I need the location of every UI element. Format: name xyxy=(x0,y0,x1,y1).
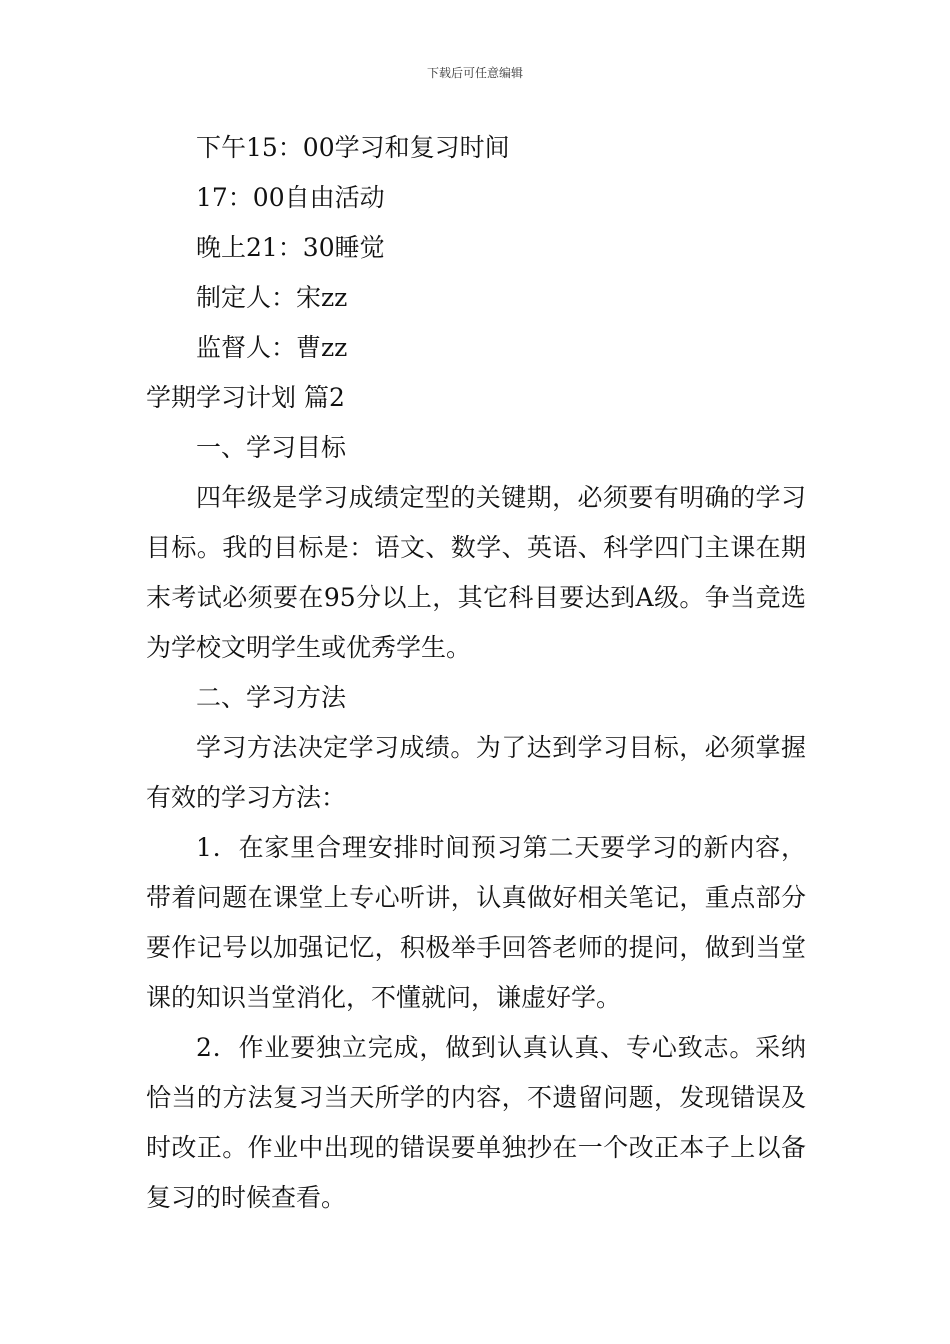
paragraph-method-2: 2．作业要独立完成，做到认真认真、专心致志。采纳恰当的方法复习当天所学的内容，不遗留问题，发现错误及时改正。作业中出现的错误要单独抄在一个改正本子上以备复习的时候查看。 xyxy=(146,1033,806,1212)
heading-study-goals: 一、学习目标 xyxy=(196,433,347,462)
paragraph-methods-intro: 学习方法决定学习成绩。为了达到学习目标，必须掌握有效的学习方法： xyxy=(146,733,806,812)
paragraph-method-1: 1．在家里合理安排时间预习第二天要学习的新内容，带着问题在课堂上专心听讲，认真做好相关笔记，重点部分要作记号以加强记忆，积极举手回答老师的提问，做到当堂课的知识当堂消化，不懂就问，谦虚好学。 xyxy=(146,833,806,1012)
paragraph-study-goals: 四年级是学习成绩定型的关键期，必须要有明确的学习目标。我的目标是：语文、数学、英语、科学四门主课在期末考试必须要在95分以上，其它科目要达到A级。争当竞选为学校文明学生或优秀学生。 xyxy=(146,483,806,662)
page-header-note: 下载后可任意编辑 xyxy=(426,66,523,80)
schedule-line-2: 17：00自由活动 xyxy=(196,183,385,212)
schedule-author: 制定人：宋zz xyxy=(196,283,348,312)
schedule-line-3: 晚上21：30睡觉 xyxy=(196,233,385,262)
schedule-supervisor: 监督人：曹zz xyxy=(196,333,348,362)
schedule-line-1: 下午15：00学习和复习时间 xyxy=(196,133,510,162)
document-body xyxy=(146,123,806,1223)
section-title: 学期学习计划 篇2 xyxy=(146,383,345,412)
heading-study-methods: 二、学习方法 xyxy=(196,683,347,712)
